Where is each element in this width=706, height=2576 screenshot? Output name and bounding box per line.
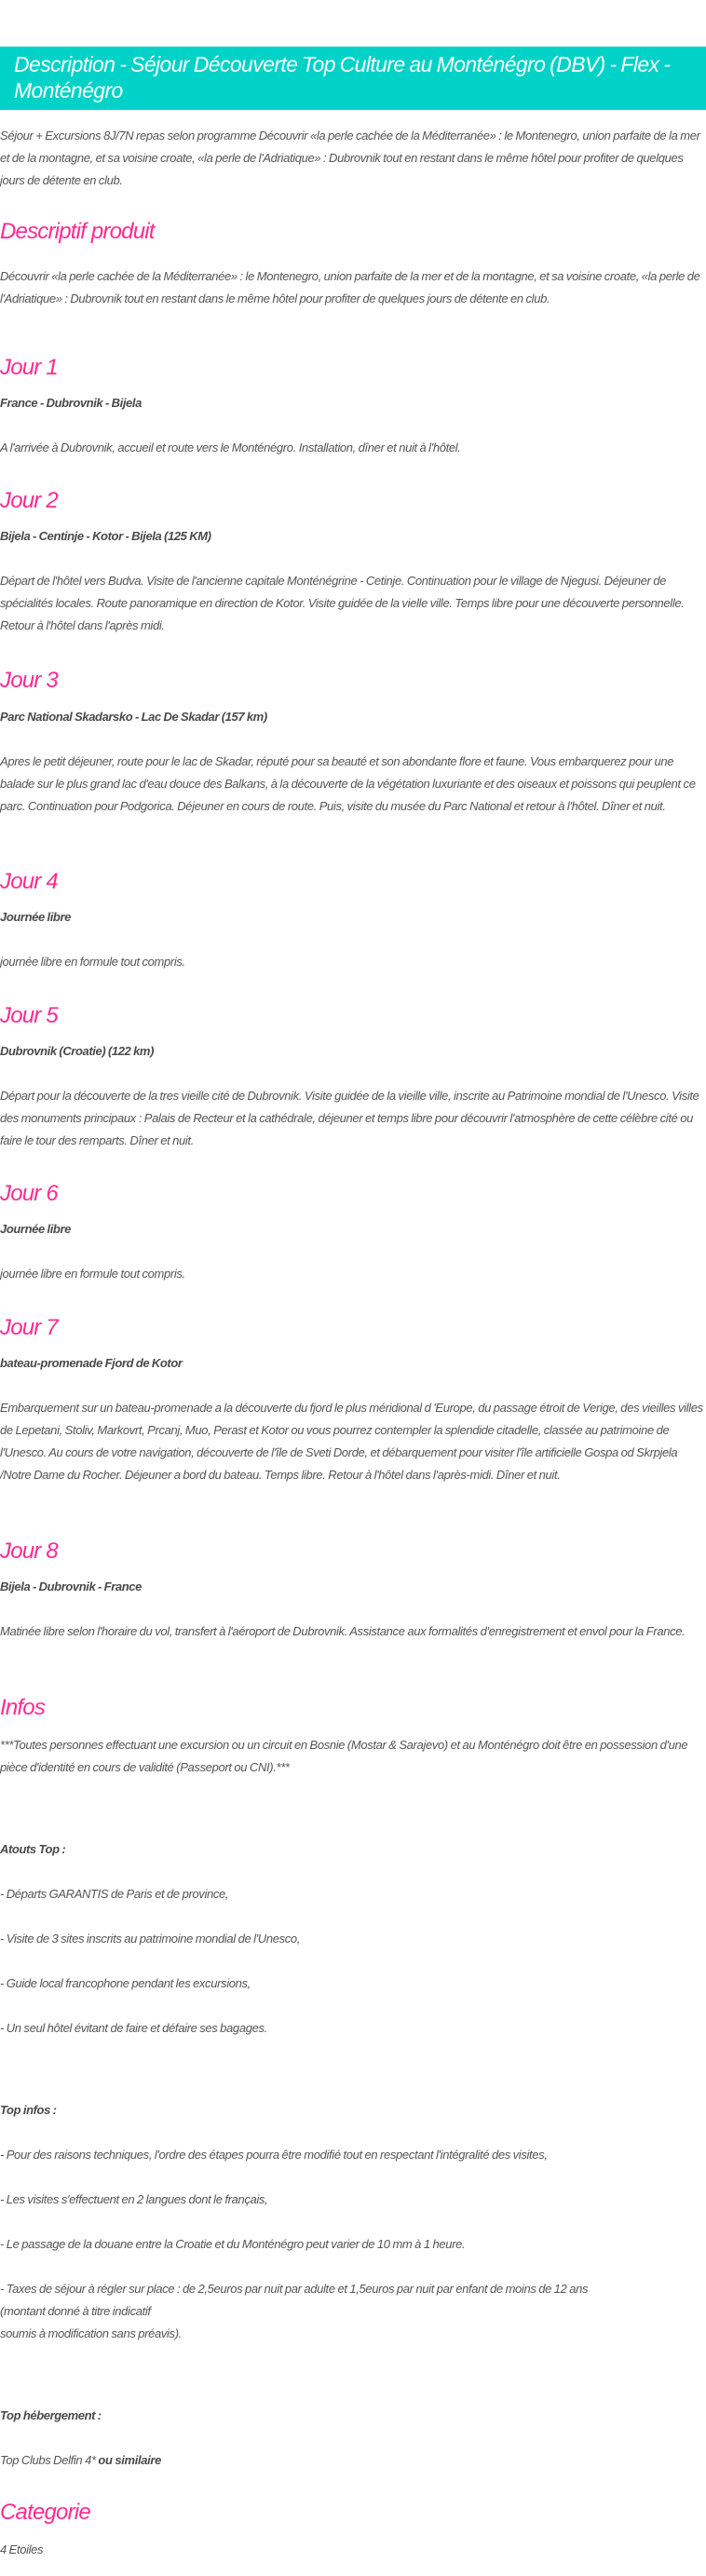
day-3-text: Apres le petit déjeuner, route pour le lac de Skadar, réputé pour sa beauté et son abondante flore et faune. Vous embarquerez pour une balade sur le plus grand lac d'eau douce des Balkans, à la découverte de la végétation luxuriante et des oiseaux et poissons qui peuplent ce parc. Continuation pour Podgorica. Déjeuner en cours de route. Puis, visite du musée du Parc National et retour à l'hôtel. Dîner et nuit.: [0, 754, 696, 813]
descriptif-heading: Descriptif produit: [0, 219, 155, 244]
day-7-subtitle: bateau-promenade Fjord de Kotor: [0, 1356, 183, 1370]
day-8-heading: Jour 8: [0, 1539, 58, 1564]
day-2-heading: Jour 2: [0, 488, 58, 513]
top-infos-item: - Les visites s'effectuent en 2 langues dont le français,: [0, 2192, 268, 2206]
hebergement-suffix: ou similaire: [98, 2453, 161, 2467]
day-1-heading: Jour 1: [0, 355, 58, 380]
taxes-line-1: - Taxes de séjour à régler sur place : de 2,5euros par nuit par adulte et 1,5euros par nuit par enfant de moins de 12 ans: [0, 2282, 589, 2296]
intro-text: Séjour + Excursions 8J/7N repas selon programme Découvrir «la perle cachée de la Méditerranée» : le Montenegro, union parfaite de la mer et de la montagne, et sa voisine croate, «la perle de l'Adriatique» : Dubrovnik tout en restant dans le même hôtel pour profiter de quelques jours de détente en club.: [0, 129, 700, 187]
atouts-item: - Un seul hôtel évitant de faire et défaire ses bagages.: [0, 2021, 267, 2035]
descriptif-text: Découvrir «la perle cachée de la Méditerranée» : le Montenegro, union parfaite de la mer et de la montagne, et sa voisine croate, «la perle de l'Adriatique» : Dubrovnik tout en restant dans le même hôtel pour profiter de quelques jours de détente en club.: [0, 269, 700, 305]
day-4-heading: Jour 4: [0, 869, 58, 894]
atouts-item: - Guide local francophone pendant les excursions,: [0, 1976, 251, 1990]
day-4-subtitle: Journée libre: [0, 910, 71, 924]
day-1-subtitle: France - Dubrovnik - Bijela: [0, 396, 142, 410]
day-1-text: A l'arrivée à Dubrovnik, accueil et route vers le Monténégro. Installation, dîner et nuit à l'hôtel.: [0, 441, 461, 454]
day-5-subtitle: Dubrovnik (Croatie) (122 km): [0, 1044, 155, 1058]
day-6-text: journée libre en formule tout compris.: [0, 1267, 185, 1281]
day-7-heading: Jour 7: [0, 1315, 58, 1340]
day-5-heading: Jour 5: [0, 1003, 58, 1028]
day-8-subtitle: Bijela - Dubrovnik - France: [0, 1579, 142, 1593]
top-infos-item: - Le passage de la douane entre la Croatie et du Monténégro peut varier de 10 mm à 1 heure.: [0, 2237, 466, 2251]
top-infos-item: - Pour des raisons techniques, l'ordre des étapes pourra être modifié tout en respectant l'intégralité des visites,: [0, 2148, 548, 2162]
page-title: Description - Séjour Découverte Top Culture au Monténégro (DBV) - Flex - Monténégro: [14, 52, 671, 102]
day-2-text: Départ de l'hôtel vers Budva. Visite de l'ancienne capitale Monténégrine - Cetinje. Continuation pour le village de Njegusi. Déjeuner de spécialités locales. Route panoramique en direction de Kotor. Visite guidée de la vielle ville. Temps libre pour une découverte personnelle. Retour à l'hôtel dans l'après midi.: [0, 574, 685, 632]
taxes-line-2: (montant donné à titre indicatif: [0, 2304, 151, 2318]
day-6-subtitle: Journée libre: [0, 1222, 71, 1236]
categorie-value: 4 Etoiles: [0, 2542, 44, 2556]
hebergement-label: Top hébergement :: [0, 2408, 102, 2422]
infos-heading: Infos: [0, 1695, 46, 1720]
day-3-subtitle: Parc National Skadarsko - Lac De Skadar (157 km): [0, 710, 267, 724]
taxes-text: [0, 2278, 706, 2345]
categorie-heading: Categorie: [0, 2500, 90, 2525]
hebergement-value: [0, 2449, 706, 2472]
day-5-text: Départ pour la découverte de la tres vieille cité de Dubrovnik. Visite guidée de la vieille ville, inscrite au Patrimoine mondial de l'Unesco. Visite des monuments principaux : Palais de Recteur et la cathédrale, déjeuner et temps libre pour découvrir l'atmosphère de cette célèbre cité ou faire le tour des remparts. Dîner et nuit.: [0, 1089, 699, 1147]
day-2-subtitle: Bijela - Centinje - Kotor - Bijela (125 KM): [0, 529, 211, 543]
day-8-text: Matinée libre selon l'horaire du vol, transfert à l'aéroport de Dubrovnik. Assistance aux formalités d'enregistrement et envol pour la France.: [0, 1624, 686, 1638]
top-infos-label: Top infos :: [0, 2103, 57, 2117]
atouts-item: - Visite de 3 sites inscrits au patrimoine mondial de l'Unesco,: [0, 1932, 301, 1946]
atouts-item: - Départs GARANTIS de Paris et de province,: [0, 1887, 229, 1901]
day-4-text: journée libre en formule tout compris.: [0, 955, 185, 969]
atouts-label: Atouts Top :: [0, 1842, 66, 1856]
taxes-line-3: soumis à modification sans préavis).: [0, 2326, 182, 2340]
day-3-heading: Jour 3: [0, 668, 58, 693]
day-7-text: Embarquement sur un bateau-promenade a la découverte du fjord le plus méridional d 'Europe, du passage étroit de Verige, des vieilles villes de Lepetani, Stoliv, Markovrt, Prcanj, Muo, Perast et Kotor ou vous pourrez contempler la splendide citadelle, classée au patrimoine de l'Unesco. Au cours de votre navigation, découverte de l'île de Sveti Dorde, et débarquement pour visiter l'île artificielle Gospa od Skrpjela /Notre Dame du Rocher. Déjeuner a bord du bateau. Temps libre. Retour à l'hôtel dans l'après-midi. Dîner et nuit.: [0, 1401, 703, 1482]
day-6-heading: Jour 6: [0, 1181, 58, 1206]
hebergement-name: Top Clubs Delfin 4*: [0, 2453, 96, 2467]
page-title-banner: [0, 47, 706, 110]
infos-warning: ***Toutes personnes effectuant une excursion ou un circuit en Bosnie (Mostar & Sarajevo) et au Monténégro doit être en possession d'une pièce d'identité en cours de validité (Passeport ou CNI).***: [0, 1738, 688, 1774]
